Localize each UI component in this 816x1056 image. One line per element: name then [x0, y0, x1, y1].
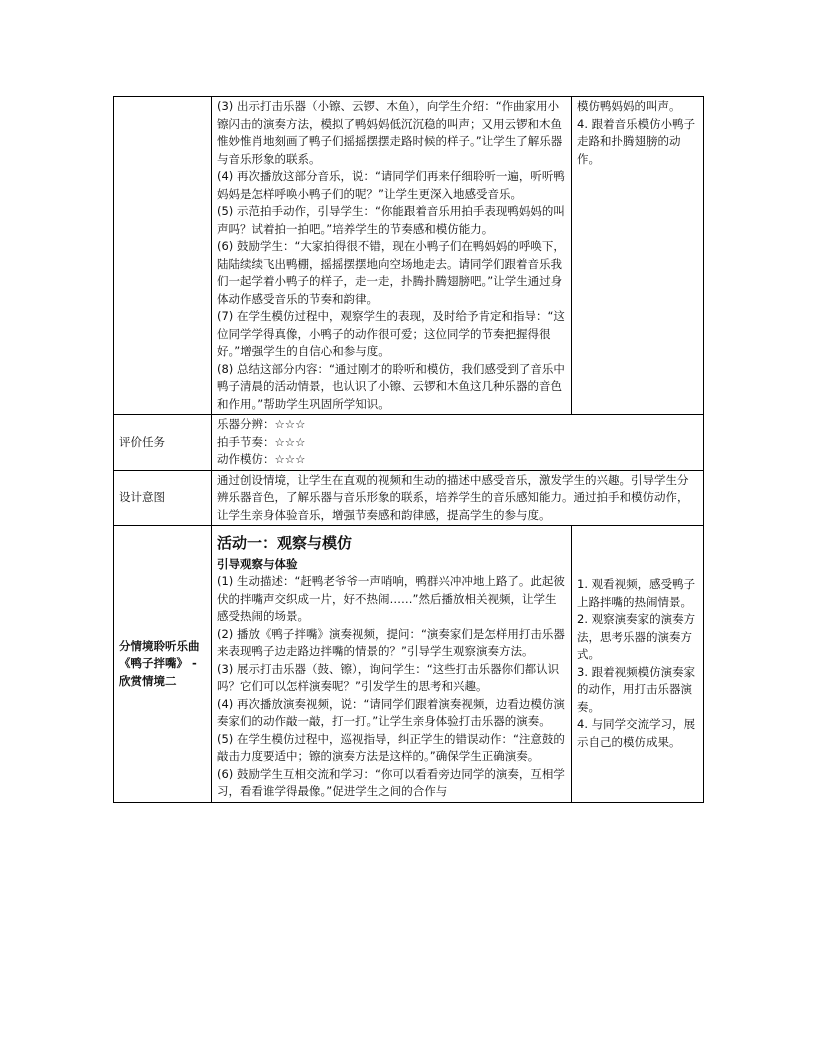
paragraph: (4) 再次播放演奏视频，说：“请同学们跟着演奏视频，边看边模仿演奏家们的动作敲一敲，打一打。”让学生亲身体验打击乐器的演奏。	[217, 696, 565, 728]
activity-subtitle: 引导观察与体验	[217, 557, 298, 571]
paragraph: (6) 鼓励学生互相交流和学习：“你可以看看旁边同学的演奏，互相学习，看看谁学得最像。”促进学生之间的合作与	[217, 766, 565, 798]
paragraph: (5) 示范拍手动作，引导学生：“你能跟着音乐用拍手表现鸭妈妈的叫声吗？试着拍一拍吧。”培养学生的节奏感和模仿能力。	[217, 204, 565, 236]
row-label: 设计意图	[114, 470, 212, 526]
paragraph: (7) 在学生模仿过程中，观察学生的表现，及时给予肯定和指导：“这位同学学得真像，小鸭子的动作很可爱；这位同学的节奏把握得很好。”增强学生的自信心和参与度。	[217, 309, 565, 358]
row-label-empty	[114, 97, 212, 415]
student-item: 模仿鸭妈妈的叫声。	[577, 99, 681, 113]
row-label: 分情境聆听乐曲《鸭子拌嘴》 - 欣赏情境二	[114, 526, 212, 803]
evaluation-item: 乐器分辨：☆☆☆	[217, 417, 306, 431]
table-row	[114, 415, 704, 471]
evaluation-cell	[212, 415, 704, 471]
student-item: 2. 观察演奏家的演奏方法，思考乐器的演奏方式。	[577, 612, 696, 662]
student-item: 3. 跟着视频模仿演奏家的动作，用打击乐器演奏。	[577, 664, 696, 714]
evaluation-item: 拍手节奏：☆☆☆	[217, 434, 306, 449]
paragraph: 通过创设情境，让学生在直观的视频和生动的描述中感受音乐，激发学生的兴趣。引导学生分辨乐器音色，了解乐器与音乐形象的联系，培养学生的音乐感知能力。通过拍手和模仿动作，让学生亲身体验音乐，增强节奏感和韵律感，提高学生的参与度。	[217, 472, 689, 522]
teacher-activity-cell	[212, 526, 572, 803]
design-intent-cell	[212, 470, 704, 526]
paragraph: (3) 出示打击乐器（小镲、云锣、木鱼），向学生介绍：“作曲家用小镲闪击的演奏方法，模拟了鸭妈妈低沉沉稳的叫声；又用云锣和木鱼惟妙惟肖地刻画了鸭子们摇摇摆摆走路时候的样子。”让学生了解乐器与音乐形象的联系。	[217, 99, 563, 166]
row-label: 评价任务	[114, 415, 212, 471]
student-activity-cell	[572, 526, 704, 803]
student-activity-cell	[572, 97, 704, 415]
paragraph: (1) 生动描述：“赶鸭老爷爷一声哨响，鸭群兴冲冲地上路了。此起彼伏的拌嘴声交织成一片，好不热闹……”然后播放相关视频，让学生感受热闹的场景。	[217, 574, 565, 623]
activity-title: 活动一：观察与模仿	[217, 534, 353, 552]
student-item: 4. 跟着音乐模仿小鸭子走路和扑腾翅膀的动作。	[577, 116, 696, 166]
paragraph: (4) 再次播放这部分音乐，说：“请同学们再来仔细聆听一遍，听听鸭妈妈是怎样呼唤小鸭子们的呢？”让学生更深入地感受音乐。	[217, 169, 565, 201]
paragraph: (2) 播放《鸭子拌嘴》演奏视频，提问：“演奏家们是怎样用打击乐器来表现鸭子边走路边拌嘴的情景的？”引导学生观察演奏方法。	[217, 626, 565, 658]
paragraph: (3) 展示打击乐器（鼓、镲），询问学生：“这些打击乐器你们都认识吗？它们可以怎样演奏呢？”引发学生的思考和兴趣。	[217, 661, 560, 693]
paragraph: (5) 在学生模仿过程中，巡视指导，纠正学生的错误动作：“注意鼓的敲击力度要适中；镲的演奏方法是这样的。”确保学生正确演奏。	[217, 731, 565, 763]
table-row	[114, 97, 704, 415]
evaluation-item: 动作模仿：☆☆☆	[217, 452, 306, 466]
teacher-activity-cell	[212, 97, 572, 415]
paragraph: (6) 鼓励学生：“大家拍得很不错，现在小鸭子们在鸭妈妈的呼唤下，陆陆续续飞出鸭棚，摇摇摆摆地向空场地走去。请同学们跟着音乐我们一起学着小鸭子的样子，走一走，扑腾扑腾翅膀吧。”让学生通过身体动作感受音乐的节奏和韵律。	[217, 239, 565, 306]
student-item: 4. 与同学交流学习，展示自己的模仿成果。	[577, 717, 696, 749]
table-row	[114, 470, 704, 526]
lesson-plan-table	[113, 96, 704, 803]
paragraph: (8) 总结这部分内容：“通过刚才的聆听和模仿，我们感受到了音乐中鸭子清晨的活动情景，也认识了小镲、云锣和木鱼这几种乐器的音色和作用。”帮助学生巩固所学知识。	[217, 361, 565, 411]
table-row	[114, 526, 704, 803]
student-item: 1. 观看视频，感受鸭子上路拌嘴的热闹情景。	[577, 577, 696, 609]
